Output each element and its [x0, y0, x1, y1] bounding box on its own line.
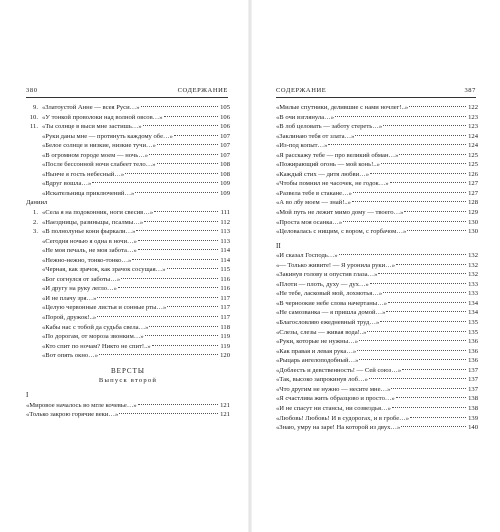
dot-leader [118, 287, 218, 288]
entry-title: «Сегодня ночью я одна в ночи…» [42, 237, 137, 245]
dot-leader [353, 192, 466, 193]
toc-entry [276, 347, 478, 357]
entry-page-number: 116 [220, 285, 230, 293]
toc-entry [26, 237, 230, 247]
entry-page-number: 133 [468, 280, 478, 288]
entry-title: «У тонкой проволоки над волной овсов…» [42, 113, 163, 121]
entry-title: «А во лбу моем — знай!..» [276, 199, 351, 207]
dot-leader [174, 135, 218, 136]
entry-title: «Чтобы помнил не часочек, не годок…» [276, 180, 389, 188]
toc-entry [26, 275, 230, 285]
entry-number: 11. [30, 123, 38, 131]
entry-title: «Не тебе, ласковый мой, лохмотья…» [276, 290, 383, 298]
toc-entry [26, 410, 230, 420]
dot-leader [119, 413, 218, 414]
dot-leader [343, 221, 466, 222]
toc-entry [276, 308, 478, 318]
entry-page-number: 122 [468, 104, 478, 111]
entry-title: «Рыцарь ангелоподобный…» [276, 357, 359, 365]
dot-leader [143, 125, 218, 126]
spacer [26, 361, 230, 365]
entry-page-number: 140 [468, 424, 478, 432]
left-running-title: СОДЕРЖАНИЕ [177, 87, 228, 94]
left-toc-group-c [26, 401, 230, 420]
entry-title: «Я счастлива жить образцово и просто…» [276, 395, 395, 403]
entry-page-number: 136 [468, 347, 478, 355]
entry-title: «Села я на подоконник, ноги свесив…» [42, 209, 154, 217]
entry-page-number: 117 [220, 294, 230, 302]
dot-leader [164, 116, 218, 117]
entry-title: «В лоб целовать — заботу стереть…» [276, 123, 383, 131]
entry-page-number: 108 [220, 170, 230, 178]
toc-entry [26, 342, 230, 352]
entry-page-number: 114 [220, 256, 230, 264]
toc-entry [276, 218, 478, 228]
entry-title: «Каждый стих — дитя любви…» [276, 170, 370, 178]
entry-title: «Кто спит по ночам? Никто не спит!..» [42, 342, 151, 350]
toc-entry [26, 179, 230, 189]
entry-page-number: 121 [220, 411, 230, 419]
entry-page-number: 119 [220, 342, 230, 350]
toc-entry [26, 323, 230, 333]
entry-title: «И другу на руку легло…» [42, 285, 117, 293]
toc-entry [276, 423, 478, 433]
entry-title: «Что другим не нужно — несите мне…» [276, 385, 391, 393]
right-toc-group-a [276, 103, 478, 237]
entry-page-number: 119 [220, 333, 230, 341]
dot-leader [138, 240, 218, 241]
toc-entry [26, 351, 230, 361]
entry-page-number: 132 [468, 252, 478, 260]
toc-entry [26, 294, 230, 304]
entry-title: «Черная, как зрачок, как зрачок сосущая…» [42, 266, 166, 274]
dot-leader [152, 345, 218, 346]
toc-entry [276, 141, 478, 151]
toc-entry [26, 246, 230, 256]
entry-page-number: 126 [468, 170, 478, 178]
entry-page-number: 125 [468, 161, 478, 169]
entry-page-number: 129 [468, 209, 478, 217]
toc-entry [276, 385, 478, 395]
dot-leader [138, 249, 218, 250]
dot-leader [138, 404, 218, 405]
entry-page-number: 134 [468, 309, 478, 317]
dot-leader [121, 278, 218, 279]
part-numeral-one: I [26, 391, 29, 400]
entry-title: «Нынче я гость небесный…» [42, 170, 125, 178]
entry-number: 9. [33, 104, 38, 111]
section-subtitle-versty: Выпуск второй [98, 377, 158, 385]
dot-leader [370, 173, 466, 174]
entry-title: «Из-под копыт…» [276, 142, 328, 150]
toc-entry [276, 270, 478, 280]
dot-leader [359, 359, 466, 360]
right-page [250, 0, 500, 532]
dot-leader [410, 417, 466, 418]
entry-page-number: 136 [468, 357, 478, 365]
dot-leader [392, 407, 466, 408]
entry-page-number: 130 [468, 228, 478, 236]
toc-entry [26, 160, 230, 170]
dot-leader [369, 378, 466, 379]
entry-page-number: 136 [468, 338, 478, 346]
dot-leader [359, 340, 466, 341]
entry-title: «В черноокие небе слова начертаны…» [276, 299, 388, 307]
section-title-daniil: Даниил [26, 199, 48, 207]
toc-entry [276, 337, 478, 347]
entry-title: «Не моя печаль, не моя забота…» [42, 247, 137, 255]
entry-title: «Заклинаю тебя от злата…» [276, 132, 355, 140]
entry-title: «— Только живите! — Я уронила руки…» [276, 261, 396, 269]
dot-leader [149, 154, 218, 155]
toc-entry [26, 332, 230, 342]
dot-leader [381, 163, 466, 164]
toc-entry [26, 113, 230, 123]
toc-entry [276, 404, 478, 414]
toc-entry [276, 251, 478, 261]
dot-leader [396, 264, 466, 265]
toc-entry [26, 122, 230, 132]
dot-leader [396, 397, 466, 398]
toc-entry [26, 189, 230, 199]
toc-entry [26, 265, 230, 275]
entry-title: «И сказал Господь…» [276, 252, 338, 260]
entry-page-number: 115 [220, 266, 230, 274]
entry-title: «Белое солнце и низкие, низкие тучи…» [42, 142, 156, 150]
right-header-rule [276, 97, 476, 98]
entry-page-number: 123 [468, 113, 478, 121]
left-header-rule [26, 97, 228, 98]
dot-leader [328, 144, 466, 145]
toc-entry [276, 170, 478, 180]
entry-page-number: 128 [468, 199, 478, 207]
toc-entry [276, 366, 478, 376]
entry-title: «Благословляю ежедневный труд…» [276, 319, 380, 327]
entry-title: «Руки, которые не нужны…» [276, 338, 359, 346]
entry-number: 1. [33, 209, 38, 217]
entry-title: «И не спасут ни стансы, ни созвездья…» [276, 404, 391, 412]
toc-entry [26, 256, 230, 266]
entry-page-number: 125 [468, 151, 478, 159]
toc-entry [276, 179, 478, 189]
dot-leader [352, 201, 466, 202]
entry-page-number: 107 [220, 132, 230, 140]
entry-title: «В полнолунье кони фыркали…» [42, 228, 136, 236]
toc-entry [276, 160, 478, 170]
dot-leader [149, 326, 218, 327]
entry-title: «Ты солнце в выси мне застишь…» [42, 123, 142, 131]
toc-entry [276, 375, 478, 385]
dot-leader [136, 230, 218, 231]
entry-title: «В очи взглянула…» [276, 113, 335, 121]
toc-entry [26, 208, 230, 218]
toc-entry [276, 132, 478, 142]
left-page-number: 380 [26, 87, 38, 94]
dot-leader [399, 154, 466, 155]
entry-title: «Закинув голову и опустив глаза…» [276, 271, 378, 279]
dot-leader [383, 125, 466, 126]
entry-page-number: 132 [468, 261, 478, 269]
entry-page-number: 116 [220, 275, 230, 283]
entry-title: «Как правая и левая рука…» [276, 347, 357, 355]
entry-page-number: 139 [468, 414, 478, 422]
dot-leader [125, 173, 218, 174]
toc-entry [276, 299, 478, 309]
dot-leader [92, 182, 218, 183]
dot-leader [145, 335, 218, 336]
dot-leader [355, 135, 466, 136]
toc-entry [276, 280, 478, 290]
dot-leader [157, 163, 218, 164]
left-toc [26, 103, 230, 420]
entry-title: «Мировое началось во мгле кочевье…» [26, 401, 137, 409]
dot-leader [339, 254, 466, 255]
entry-title: «Развела тебе в стакане…» [276, 189, 352, 197]
toc-entry [276, 356, 478, 366]
entry-title: «Милые спутники, делившие с нами ночлег!..» [276, 104, 409, 111]
entry-title: «Бог согнулся от заботы…» [42, 275, 121, 283]
toc-entry [26, 151, 230, 161]
dot-leader [357, 350, 466, 351]
toc-entry [26, 284, 230, 294]
entry-page-number: 112 [220, 218, 230, 226]
toc-entry [276, 394, 478, 404]
dot-leader [404, 211, 466, 212]
toc-entry [26, 227, 230, 237]
entry-title: «В огромном городе моем — ночь…» [42, 151, 149, 159]
dot-leader [391, 388, 466, 389]
toc-entry [276, 208, 478, 218]
entry-title: «Вот опять окно…» [42, 352, 99, 360]
entry-number: 3. [33, 228, 38, 236]
dot-leader [144, 221, 218, 222]
entry-title: «Не самозванка — я пришла домой…» [276, 309, 386, 317]
dot-leader [370, 283, 466, 284]
toc-entry [276, 289, 478, 299]
toc-entry [26, 313, 230, 323]
entry-page-number: 137 [468, 366, 478, 374]
left-toc-group-b [26, 208, 230, 361]
dot-leader [409, 106, 466, 107]
entry-page-number: 137 [468, 385, 478, 393]
entry-title: «Целую червонные листья и сонные рты…» [42, 304, 167, 312]
entry-title: «Мой путь не лежит мимо дому — твоего…» [276, 209, 404, 217]
entry-page-number: 127 [468, 189, 478, 197]
dot-leader [380, 321, 466, 322]
entry-title: «Нежно-нежно, тонко-тонко…» [42, 256, 132, 264]
entry-page-number: 120 [220, 352, 230, 360]
toc-entry [26, 103, 230, 113]
dot-leader [401, 426, 466, 427]
toc-entry [276, 151, 478, 161]
dot-leader [167, 268, 218, 269]
entry-page-number: 105 [220, 104, 230, 111]
entry-page-number: 113 [220, 237, 230, 245]
toc-entry [276, 261, 478, 271]
right-toc-group-b [276, 251, 478, 432]
entry-title: «Знаю, умру на заре! На которой из двух…» [276, 424, 401, 432]
right-page-number: 387 [464, 87, 476, 94]
entry-page-number: 138 [468, 404, 478, 412]
entry-page-number: 130 [468, 218, 478, 226]
toc-entry [276, 198, 478, 208]
left-toc-group-a [26, 103, 230, 198]
dot-leader [388, 302, 466, 303]
dot-leader [378, 273, 466, 274]
toc-entry [26, 141, 230, 151]
entry-page-number: 135 [468, 319, 478, 327]
entry-title: «После бессонной ночи слабеет тело…» [42, 161, 156, 169]
entry-page-number: 107 [220, 142, 230, 150]
entry-title: «Любовь! Любовь! И в судорогах, и в гробе…» [276, 414, 410, 422]
entry-title: «Златоустой Анне — всея Руси…» [42, 104, 140, 111]
entry-page-number: 138 [468, 395, 478, 403]
toc-entry [276, 103, 478, 113]
dot-leader [135, 192, 218, 193]
dot-leader [167, 306, 218, 307]
entry-page-number: 106 [220, 123, 230, 131]
entry-page-number: 123 [468, 123, 478, 131]
entry-title: «Я расскажу тебе — про великий обман…» [276, 151, 399, 159]
toc-entry [26, 303, 230, 313]
dot-leader [390, 182, 466, 183]
entry-page-number: 132 [468, 271, 478, 279]
entry-page-number: 106 [220, 113, 230, 121]
entry-page-number: 117 [220, 304, 230, 312]
dot-leader [367, 331, 466, 332]
entry-page-number: 124 [468, 132, 478, 140]
toc-entry [26, 170, 230, 180]
dot-leader [386, 311, 466, 312]
toc-entry [26, 132, 230, 142]
dot-leader [99, 354, 218, 355]
entry-number: 2. [33, 218, 38, 226]
entry-title: «Так, высоко запрокинув лоб…» [276, 376, 368, 384]
entry-page-number: 108 [220, 161, 230, 169]
entry-page-number: 114 [220, 247, 230, 255]
section-title-versty: ВЕРСТЫ [111, 366, 145, 375]
entry-page-number: 134 [468, 299, 478, 307]
entry-title: «Пожирающий огонь — мой конь!..» [276, 161, 380, 169]
toc-entry [276, 122, 478, 132]
dot-leader [157, 144, 218, 145]
entry-page-number: 121 [220, 401, 230, 409]
entry-page-number: 109 [220, 189, 230, 197]
entry-page-number: 133 [468, 290, 478, 298]
entry-title: «Слезы, слезы — живая вода!..» [276, 328, 367, 336]
dot-leader [335, 116, 466, 117]
toc-entry [26, 401, 230, 411]
entry-title: «Целовалась с нищим, с вором, с горбачом…» [276, 228, 407, 236]
part-numeral-two: II [276, 241, 281, 250]
entry-title: «Наездницы, разиньщы, псалмы…» [42, 218, 144, 226]
entry-title: «Порой, дружок!..» [42, 314, 97, 322]
toc-entry [276, 328, 478, 338]
entry-page-number: 113 [220, 228, 230, 236]
entry-page-number: 118 [220, 323, 230, 331]
entry-title: «По дорогам, от мороза звонким…» [42, 333, 144, 341]
toc-entry [276, 113, 478, 123]
toc-entry [26, 218, 230, 228]
entry-title: «Доблесть и девственность! — Сей союз…» [276, 366, 402, 374]
entry-title: «Плоти — плоть, духу — дух…» [276, 280, 369, 288]
dot-leader [154, 211, 218, 212]
entry-page-number: 127 [468, 180, 478, 188]
entry-title: «Искательница приключений…» [42, 189, 135, 197]
entry-title: «Только закрою горячие веки…» [26, 411, 119, 419]
entry-page-number: 117 [220, 314, 230, 322]
entry-page-number: 107 [220, 151, 230, 159]
dot-leader [97, 297, 218, 298]
entry-page-number: 124 [468, 142, 478, 150]
entry-title: «И не плачу зря…» [42, 294, 97, 302]
dot-leader [383, 292, 466, 293]
entry-page-number: 111 [220, 209, 230, 217]
toc-entry [276, 189, 478, 199]
entry-title: «Руки даны мне — протянуть каждому обе…» [42, 132, 173, 140]
entry-title: «Проста моя осанка…» [276, 218, 343, 226]
entry-page-number: 135 [468, 328, 478, 336]
dot-leader [132, 259, 218, 260]
right-toc [276, 103, 478, 433]
toc-entry [276, 227, 478, 237]
dot-leader [407, 230, 466, 231]
toc-entry [276, 318, 478, 328]
right-running-title: СОДЕРЖАНИЕ [276, 87, 327, 94]
entry-number: 10. [29, 113, 38, 121]
entry-page-number: 109 [220, 180, 230, 188]
dot-leader [402, 369, 466, 370]
dot-leader [141, 106, 218, 107]
dot-leader [97, 316, 218, 317]
entry-title: «Вдруг вошла…» [42, 180, 92, 188]
toc-entry [276, 414, 478, 424]
entry-page-number: 137 [468, 376, 478, 384]
entry-title: «Кабы нас с тобой да судьба свела…» [42, 323, 149, 331]
